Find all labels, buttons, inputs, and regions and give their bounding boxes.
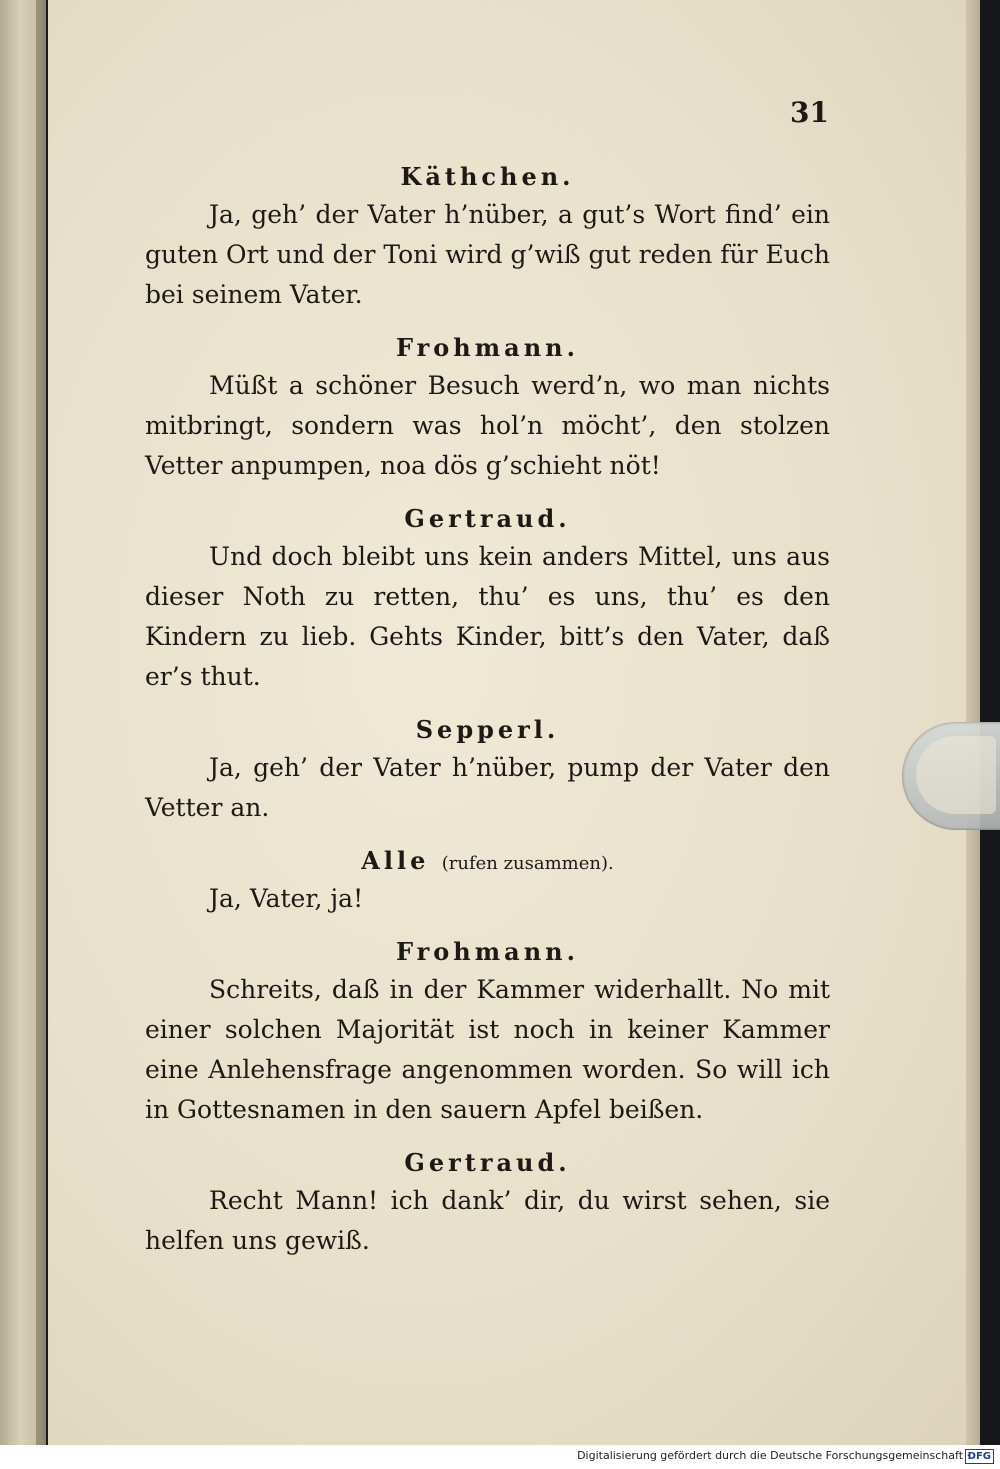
dialogue-line: Ja, Vater, ja! bbox=[209, 884, 364, 913]
speaker-name: Käthchen. bbox=[400, 162, 575, 191]
dialogue-line: Schreits, daß in der Kammer widerhallt. No mit einer solchen Majorität ist noch in keiner Kammer eine Anlehensfrage angenommen worden. So will ich in Gottesnamen in den sauern Apfel beißen. bbox=[145, 975, 830, 1124]
page-gutter bbox=[36, 0, 50, 1445]
bookmark-clip bbox=[902, 722, 1000, 830]
dialogue-line: Ja, geh’ der Vater h’nüber, pump der Vater den Vetter an. bbox=[145, 753, 830, 822]
dialogue-line: Recht Mann! ich dank’ dir, du wirst sehen, sie helfen uns gewiß. bbox=[145, 1186, 830, 1255]
speaker-name: Sepperl. bbox=[415, 715, 560, 744]
dialogue-line: Ja, geh’ der Vater h’nüber, a gut’s Wort find’ ein guten Ort und der Toni wird g’wiß gut reden für Euch bei seinem Vater. bbox=[145, 200, 830, 309]
dialogue-line: Und doch bleibt uns kein anders Mittel, uns aus dieser Noth zu retten, thu’ es uns, thu’ es den Kindern zu lieb. Gehts Kinder, bitt’s den Vater, daß er’s thut. bbox=[145, 542, 830, 691]
page-number: 31 bbox=[790, 96, 829, 129]
dfg-logo: DFG bbox=[965, 1449, 994, 1464]
footer-credit: Digitalisierung gefördert durch die Deutsche Forschungsgemeinschaft · bbox=[577, 1449, 970, 1462]
speaker-name: Frohmann. bbox=[396, 333, 579, 362]
speaker-name: Alle (rufen zusammen). bbox=[361, 846, 614, 875]
dialogue-line: Müßt a schöner Besuch werd’n, wo man nichts mitbringt, sondern was hol’n möcht’, den stolzen Vetter anpumpen, noa dös g’schieht nöt! bbox=[145, 371, 830, 480]
speaker-name: Gertraud. bbox=[404, 1148, 571, 1177]
speaker-name: Gertraud. bbox=[404, 504, 571, 533]
stage-direction: (rufen zusammen). bbox=[441, 853, 614, 874]
page-text bbox=[145, 90, 830, 1279]
speaker-name: Frohmann. bbox=[396, 937, 579, 966]
